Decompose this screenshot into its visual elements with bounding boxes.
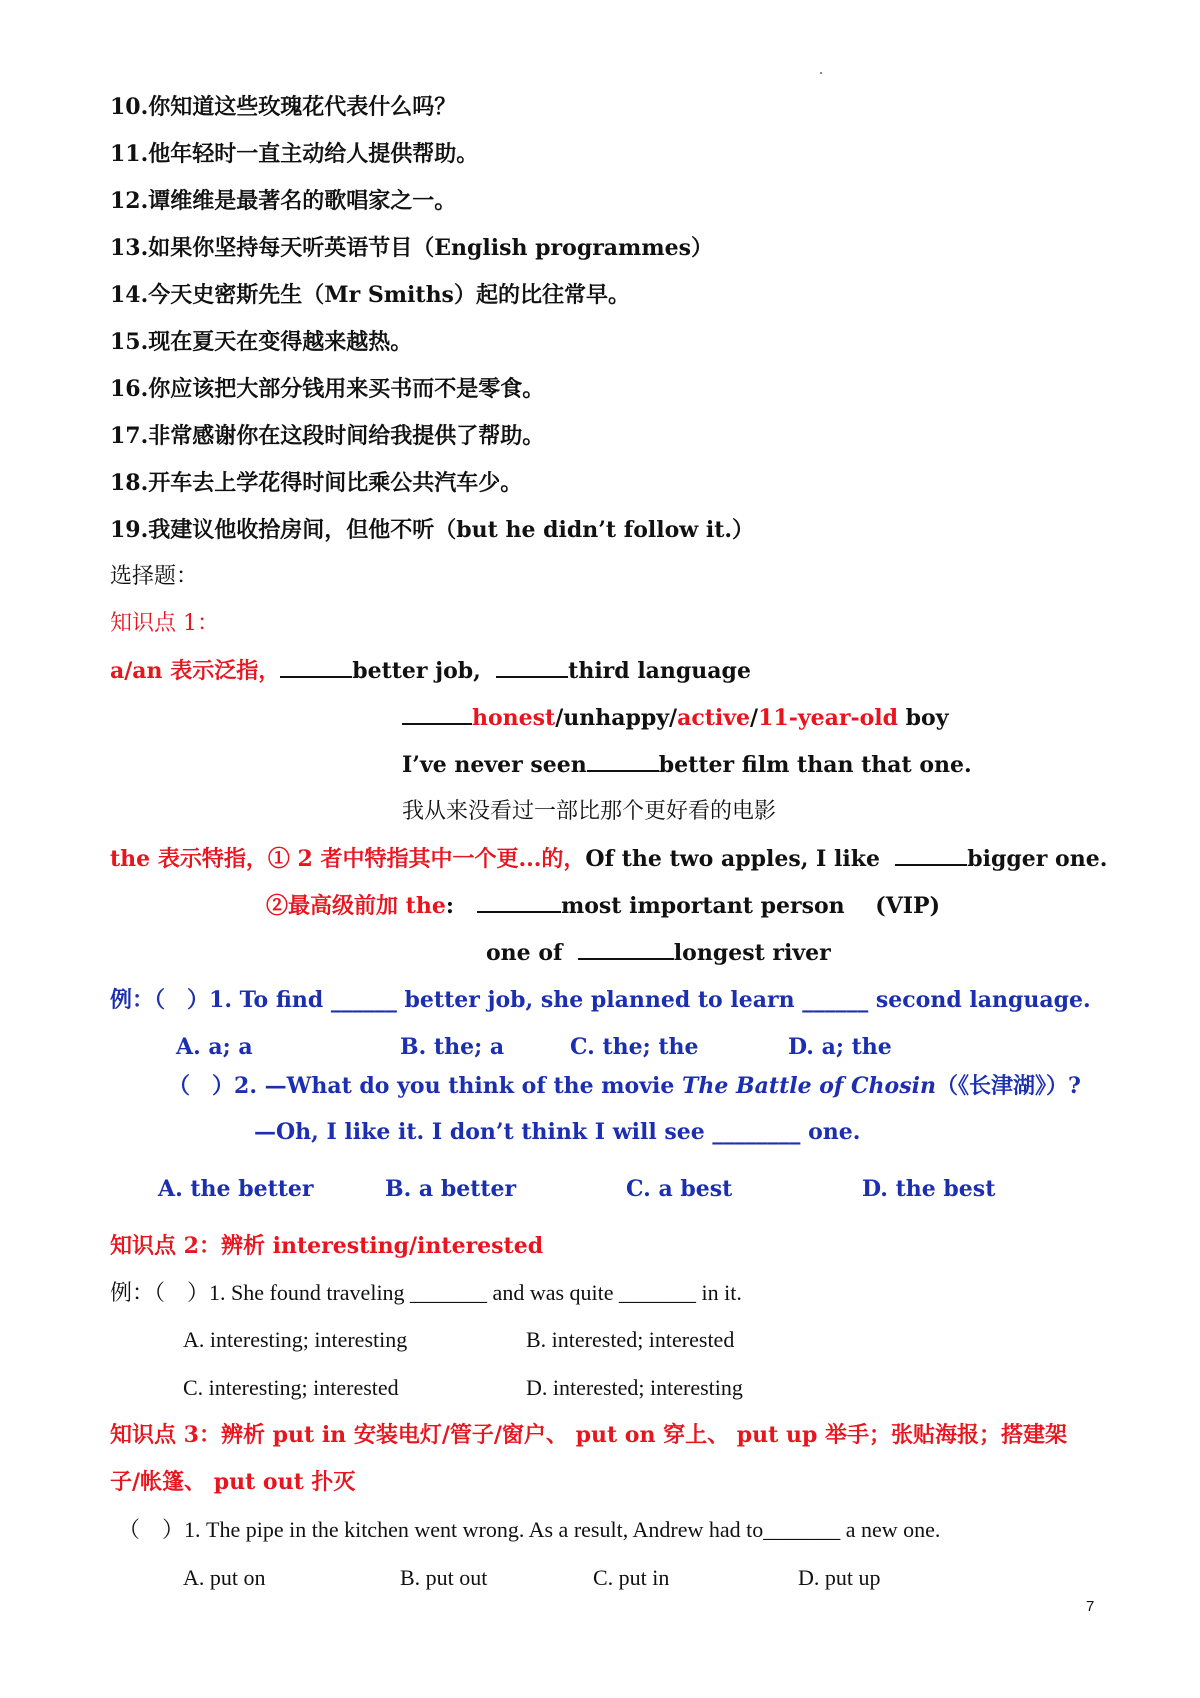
option-d: D. interested; interesting: [526, 1375, 743, 1400]
option-b: B. the; a: [400, 1034, 505, 1060]
kp3-title-line1: 知识点 3：辨析 put in 安装电灯/管子/窗户、 put on 穿上、 put up 举手；张贴海报；搭建架: [110, 1422, 1067, 1448]
option-d: D. the best: [862, 1176, 996, 1202]
kp1-line7-b: longest river: [673, 940, 831, 966]
kp1-line1-red: a/an 表示泛指，: [110, 658, 281, 684]
kp1-line4: 我从来没看过一部比那个更好看的电影: [402, 799, 777, 824]
kp1-line5-black: Of the two apples, I like: [585, 846, 880, 872]
kp1-line3-b: better film than that one.: [658, 752, 972, 778]
kp1-line6-colon: :: [445, 893, 454, 919]
option-b: B. put out: [400, 1565, 488, 1590]
kp1-line6-black: most important person: [560, 893, 845, 919]
kp1-line3-a: I’ve never seen: [402, 752, 587, 778]
blank: [402, 703, 472, 725]
option-c: C. the; the: [570, 1034, 699, 1060]
kp1-title: 知识点 1：: [110, 611, 219, 636]
option-b: B. a better: [385, 1176, 517, 1202]
kp1-line3: [402, 750, 972, 780]
kp1-line5: [110, 844, 1107, 874]
blank: [578, 938, 674, 960]
kp2-title-a: 知识点 2：辨析: [110, 1233, 273, 1259]
option-a: A. a; a: [176, 1034, 253, 1060]
answer-paren[interactable]: （ ）: [118, 1517, 185, 1542]
kp1-line7-a: one of: [486, 940, 563, 966]
choice-heading: 选择题：: [110, 564, 199, 589]
blank: [496, 656, 568, 678]
kp1-line5-end: bigger one.: [967, 846, 1108, 872]
sentence-18: 18.开车去上学花得时间比乘公共汽车少。: [110, 470, 523, 496]
kp1-q2-a: 2. —What do you think of the movie: [234, 1073, 683, 1099]
example-label: 例：: [110, 987, 155, 1013]
kp1-line1: [110, 656, 751, 686]
kp1-sep1: /unhappy/: [555, 705, 678, 731]
kp2-example-q1: [110, 1278, 742, 1308]
example-label: 例：: [110, 1280, 155, 1305]
sentence-19: 19.我建议他收拾房间，但他不听（but he didn’t follow it.）: [110, 517, 755, 543]
sentence-16: 16.你应该把大部分钱用来买书而不是零食。: [110, 376, 545, 402]
sentence-15: 15.现在夏天在变得越来越热。: [110, 329, 413, 355]
option-c: C. interesting; interested: [183, 1375, 399, 1400]
kp1-example-q1: [110, 985, 1091, 1015]
answer-paren[interactable]: （ ）: [154, 987, 210, 1013]
option-a: A. interesting; interesting: [183, 1327, 408, 1352]
kp2-q1-text: 1. She found traveling _______ and was quite _______ in it.: [209, 1280, 742, 1305]
kp1-q2-italic: The Battle of Chosin: [682, 1073, 936, 1099]
kp1-active: active: [677, 705, 751, 731]
kp1-q2-line2: —Oh, I like it. I don’t think I will see ________ one.: [254, 1119, 861, 1145]
kp1-line6-vip: (VIP): [875, 893, 941, 919]
sentence-13: 13.如果你坚持每天听英语节目（English programmes）: [110, 235, 713, 261]
kp1-line1-a: better job,: [352, 658, 481, 684]
kp3-title-line2: 子/帐篷、 put out 扑灭: [110, 1469, 356, 1495]
kp2-title-b: interesting/interested: [272, 1233, 544, 1259]
page-number: 7: [1086, 1598, 1095, 1615]
blank: [477, 891, 561, 913]
sentence-12: 12.谭维维是最著名的歌唱家之一。: [110, 188, 457, 214]
blank: [587, 750, 659, 772]
scan-speck: [820, 72, 822, 74]
blank: [895, 844, 967, 866]
option-b: B. interested; interested: [526, 1327, 735, 1352]
kp2-title: [110, 1231, 543, 1261]
kp1-age: 11-year-old: [758, 705, 898, 731]
kp3-example-q1: [118, 1515, 940, 1545]
kp1-q2-b: （《长津湖》）?: [935, 1073, 1081, 1099]
sentence-11: 11.他年轻时一直主动给人提供帮助。: [110, 141, 479, 167]
kp1-line6-red-a: ②最高级前加: [266, 893, 406, 919]
kp1-line2: [402, 703, 949, 733]
kp1-line5-red: the 表示特指，① 2 者中特指其中一个更...的，: [110, 846, 586, 872]
kp1-line6: [266, 891, 940, 921]
option-c: C. put in: [593, 1565, 670, 1590]
answer-paren[interactable]: （ ）: [168, 1073, 235, 1099]
kp1-line6-red-b: the: [405, 893, 446, 919]
option-c: C. a best: [626, 1176, 733, 1202]
answer-paren[interactable]: （ ）: [154, 1280, 210, 1305]
kp1-example-q2: [168, 1071, 1081, 1101]
blank: [280, 656, 352, 678]
sentence-10: 10.你知道这些玫瑰花代表什么吗？: [110, 94, 457, 120]
kp1-sep2: /: [750, 705, 759, 731]
kp1-line1-b: third language: [568, 658, 751, 684]
option-a: A. the better: [158, 1176, 314, 1202]
option-a: A. put on: [183, 1565, 266, 1590]
kp1-q1-text: 1. To find ______ better job, she planned to learn ______ second language.: [209, 987, 1091, 1013]
sentence-14: 14.今天史密斯先生（Mr Smiths）起的比往常早。: [110, 282, 630, 308]
option-d: D. a; the: [788, 1034, 892, 1060]
kp1-boy: boy: [898, 705, 949, 731]
sentence-17: 17.非常感谢你在这段时间给我提供了帮助。: [110, 423, 545, 449]
kp1-line7: [486, 938, 831, 968]
kp3-q1-text: 1. The pipe in the kitchen went wrong. As a result, Andrew had to_______ a new one.: [184, 1517, 941, 1542]
kp1-honest: honest: [472, 705, 556, 731]
option-d: D. put up: [798, 1565, 881, 1590]
